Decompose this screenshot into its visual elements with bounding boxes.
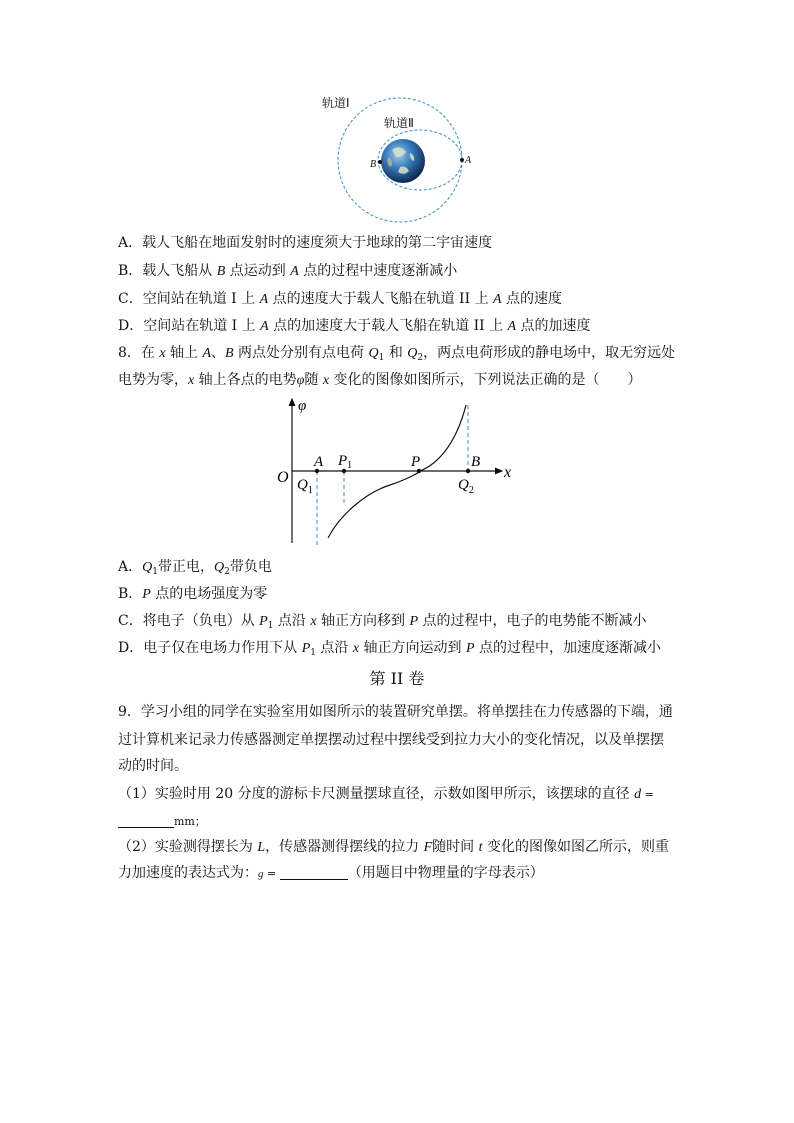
q8-stem-line-2: 电势为零，x 轴上各点的电势φ随 x 变化的图像如图所示，下列说法正确的是（ ） <box>118 372 642 388</box>
section-title: 第 II 卷 <box>369 669 425 688</box>
orbit-1-label: 轨道Ⅰ <box>322 96 350 110</box>
label-b: B <box>471 454 481 470</box>
q9-part-1: （1）实验时用 20 分度的游标卡尺测量摆球直径，示数如图甲所示，该摆球的直径 d = <box>118 786 654 802</box>
q9-line-2: 过计算机来记录力传感器测定单摆摆动过程中摆线受到拉力大小的变化情况，以及单摆摆 <box>118 732 664 748</box>
q7-option-d: D．空间站在轨道 I 上 A 点的加速度大于载人飞船在轨道 II 上 A 点的加速度 <box>118 318 591 334</box>
q8-stem-line-1: 8．在 x 轴上 A、B 两点处分别有点电荷 $Q_1$ 和 $Q_2$，两点电荷形成的静电场中，取无穷远处 <box>118 345 676 363</box>
q8-option-d: D．电子仅在电场力作用下从 $P_1$ 点沿 x 轴正方向运动到 P 点的过程中，加速度逐渐减小 <box>118 640 662 658</box>
q8-option-a: A．$Q_1$带正电，$Q_2$带负电 <box>118 559 272 577</box>
y-axis-label: φ <box>298 398 307 414</box>
point-a-label: A <box>465 155 472 166</box>
q8-option-b: B．P 点的电场强度为零 <box>118 586 268 602</box>
point-a-dot <box>460 158 464 162</box>
q7-option-b: B．载人飞船从 B 点运动到 A 点的过程中速度逐渐减小 <box>118 263 458 279</box>
q7-option-c: C．空间站在轨道 I 上 A 点的速度大于载人飞船在轨道 II 上 A 点的速度 <box>118 291 563 307</box>
orbit-figure <box>300 95 500 225</box>
label-q1: $Q_1$ <box>297 477 313 496</box>
orbit-2-label: 轨道Ⅱ <box>384 116 414 130</box>
point-b-label: B <box>370 159 377 170</box>
q9-part-1-answer-line: mm； <box>118 812 206 831</box>
q7-option-a: A．载人飞船在地面发射时的速度须大于地球的第二宇宙速度 <box>118 235 493 251</box>
point-b-dot <box>466 469 470 473</box>
q9-line-3: 动的时间。 <box>118 758 188 774</box>
q8-option-c: C．将电子（负电）从 $P_1$ 点沿 x 轴正方向移到 P 点的过程中，电子的电势能不断减小 <box>118 613 647 631</box>
x-axis-label: x <box>504 464 512 481</box>
label-q2: $Q_2$ <box>458 477 474 496</box>
q9-part-2-line-1: （2）实验测得摆长为 L，传感器测得摆线的拉力 F随时间 t 变化的图像如图乙所示，则重 <box>118 839 669 855</box>
diameter-blank[interactable] <box>118 813 174 828</box>
point-p1-dot <box>342 469 346 473</box>
label-p1: $P_1$ <box>338 453 353 471</box>
label-p: P <box>411 454 421 470</box>
origin-label: O <box>277 469 289 486</box>
g-expression-blank[interactable] <box>280 865 348 880</box>
potential-graph <box>270 393 530 548</box>
label-a: A <box>314 454 324 470</box>
q9-part-2-line-2: 力加速度的表达式为：g = （用题目中物理量的字母表示） <box>118 865 544 881</box>
point-b-dot <box>378 160 382 164</box>
q9-line-1: 9．学习小组的同学在实验室用如图所示的装置研究单摆。将单摆挂在力传感器的下端，通 <box>118 704 673 720</box>
